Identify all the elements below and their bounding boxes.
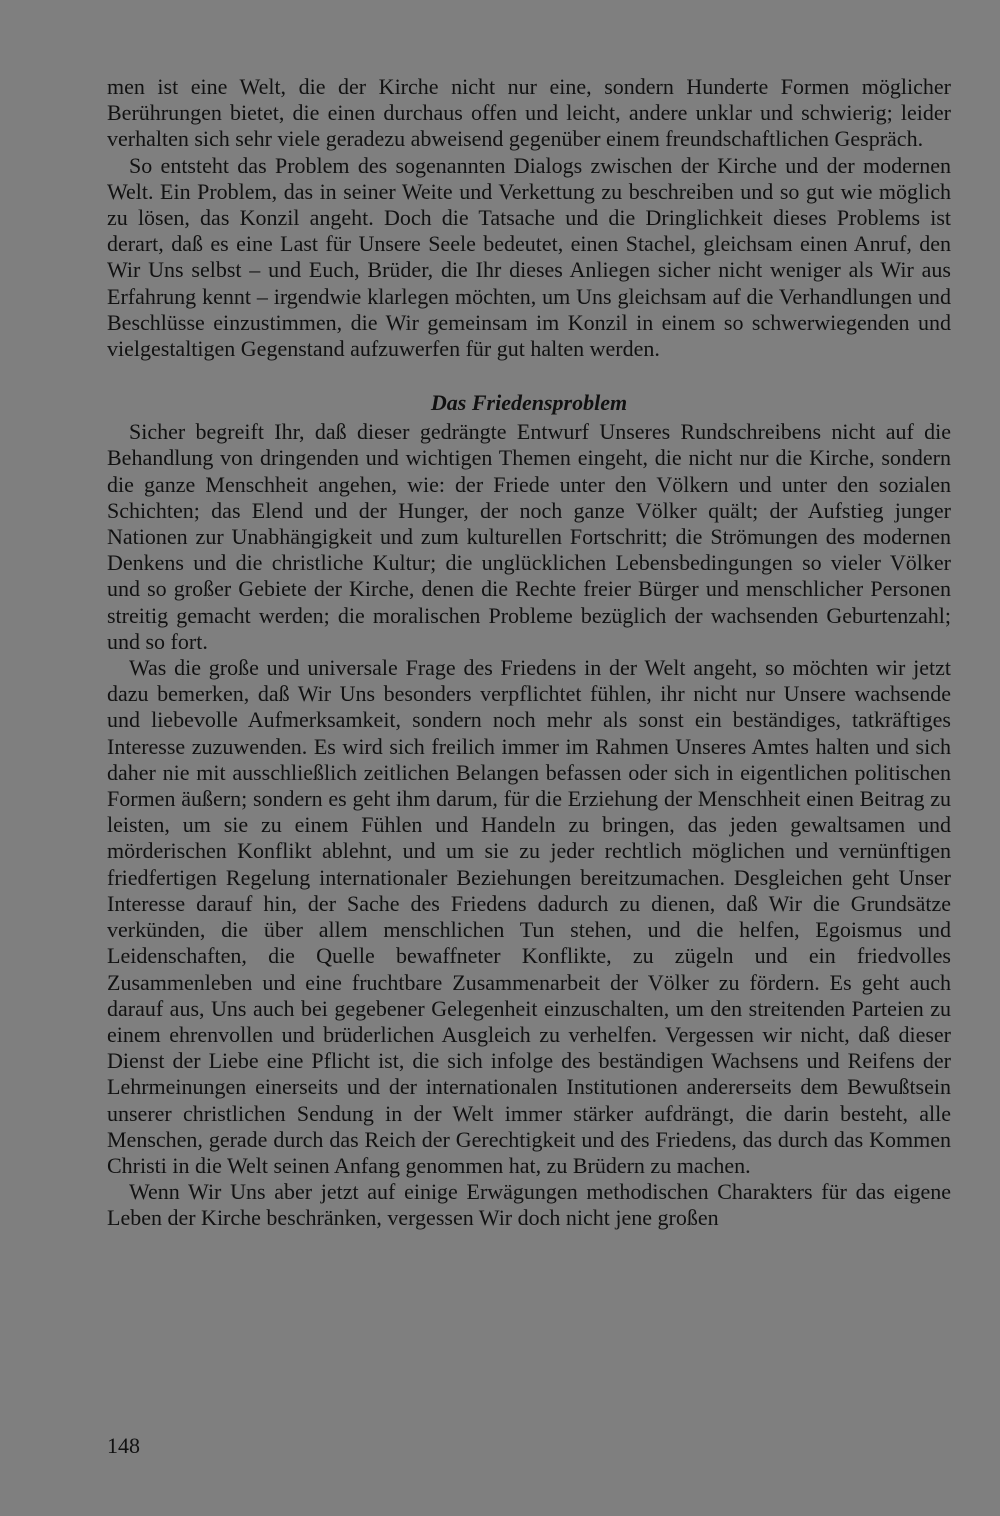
paragraph: Was die große und universale Frage des Friedens in der Welt angeht, so möchten wir jetzt dazu bemerken, daß Wir Uns besonders verpflichtet fühlen, ihr nicht nur Unsere wachsende und liebevolle Aufmerksamkeit, sondern noch mehr als sonst ein beständiges, tatkräftiges Interesse zuzuwenden. Es wird sich freilich immer im Rahmen Unseres Amtes halten und sich daher nie mit ausschließlich zeitlichen Belangen befassen oder sich in eigentlichen politischen Formen äußern; sondern es geht ihm darum, für die Erziehung der Menschheit einen Beitrag zu leisten, um sie zu einem Fühlen und Handeln zu bringen, das jeden gewaltsamen und mörderischen Konflikt ablehnt, und um sie zu jeder rechtlich möglichen und vernünftigen friedfertigen Regelung internationaler Beziehungen bereitzumachen. Desgleichen geht Unser Interesse darauf hin, der Sache des Friedens dadurch zu dienen, daß Wir die Grundsätze verkünden, die über allem menschlichen Tun stehen, und die helfen, Egoismus und Leidenschaften, die Quelle bewaffneter Konflikte, zu zügeln und ein friedvolles Zusammenleben und eine fruchtbare Zusammenarbeit der Völker zu fördern. Es geht auch darauf aus, Uns auch bei gegebener Gelegenheit einzuschalten, um den streitenden Parteien zu einem ehrenvollen und brüderlichen Ausgleich zu verhelfen. Vergessen wir nicht, daß dieser Dienst der Liebe eine Pflicht ist, die sich infolge des beständigen Wachsens und Reifens der Lehrmeinungen einerseits und der internationalen Institutionen andererseits dem Bewußtsein unserer christlichen Sendung in der Welt immer stärker aufdrängt, die darin besteht, alle Menschen, gerade durch das Reich der Gerechtigkeit und des Friedens, das durch das Kommen Christi in die Welt seinen Anfang genommen hat, zu Brüdern zu machen. bbox=[107, 655, 951, 1178]
page-number: 148 bbox=[107, 1433, 140, 1458]
paragraph: So entsteht das Problem des sogenannten Dialogs zwischen der Kirche und der modernen Welt. Ein Problem, das in seiner Weite und Verkettung zu beschreiben und so gut wie möglich zu lösen, das Konzil angeht. Doch die Tatsache und die Dringlichkeit dieses Problems ist derart, daß es eine Last für Unsere Seele bedeutet, einen Stachel, gleichsam einen Anruf, den Wir Uns selbst – und Euch, Brüder, die Ihr dieses Anliegen sicher nicht weniger als Wir aus Erfahrung kennt – irgendwie klarlegen möchten, um Uns gleichsam auf die Verhandlungen und Beschlüsse einzustimmen, die Wir gemeinsam im Konzil in einem so schwerwiegenden und vielgestaltigen Gegenstand aufzuwerfen für gut halten werden. bbox=[107, 152, 951, 362]
paragraph: Sicher begreift Ihr, daß dieser gedrängte Entwurf Unseres Rundschreibens nicht auf die Behandlung von dringenden und wichtigen Themen eingeht, die nicht nur die Kirche, sondern die ganze Menschheit angehen, wie: der Friede unter den Völkern und unter den sozialen Schichten; das Elend und der Hunger, der noch ganze Völker quält; der Aufstieg junger Nationen zur Unabhängigkeit und zum kulturellen Fortschritt; die Strömungen des modernen Denkens und die christliche Kultur; die unglücklichen Lebensbedingungen so vieler Völker und so großer Gebiete der Kirche, denen die Rechte freier Bürger und menschlicher Personen streitig gemacht werden; die moralischen Probleme bezüglich der wachsenden Geburtenzahl; und so fort. bbox=[107, 419, 951, 654]
paragraph: men ist eine Welt, die der Kirche nicht nur eine, sondern Hunderte Formen möglicher Berührungen bietet, die einen durchaus offen und leicht, andere unklar und schwierig; leider verhalten sich sehr viele geradezu abweisend gegenüber einem freundschaftlichen Gespräch. bbox=[107, 74, 951, 152]
section-heading: Das Friedensproblem bbox=[430, 390, 628, 416]
paragraph: Wenn Wir Uns aber jetzt auf einige Erwägungen methodischen Charakters für das eigene Leben der Kirche beschränken, vergessen Wir doch nicht jene großen bbox=[107, 1179, 951, 1231]
text-block bbox=[107, 74, 951, 1232]
